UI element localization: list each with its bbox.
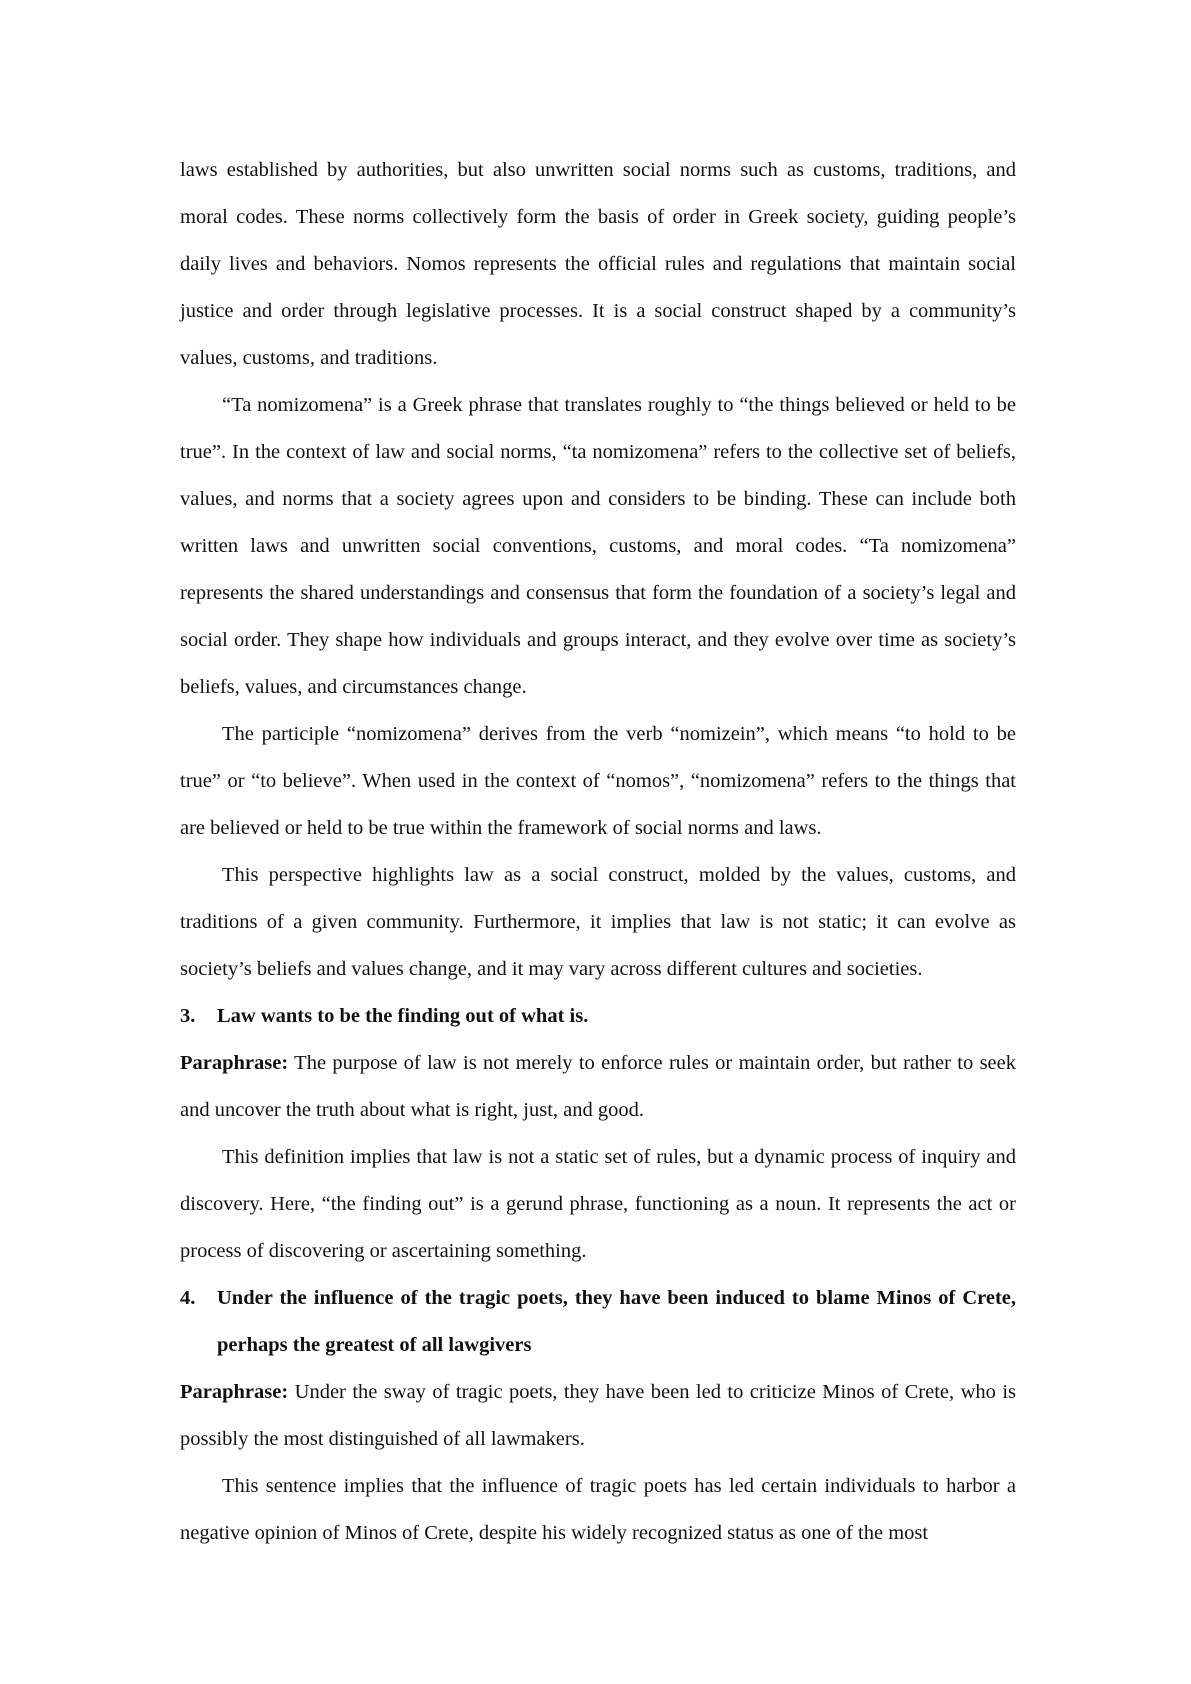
section-4-body: This sentence implies that the influence of tragic poets has led certain individuals to harbor a negative opinion of Minos of Crete, despite his widely recognized status as one of the most <box>180 1475 1016 1544</box>
paragraph-nomos-definition: laws established by authorities, but also unwritten social norms such as customs, traditions, and moral codes. These norms collectively form the basis of order in Greek society, guiding people’s daily lives and behaviors. Nomos represents the official rules and regulations that maintain social justice and order through legislative processes. It is a social construct shaped by a community’s values, customs, and traditions. <box>180 159 1016 369</box>
paragraph-ta-nomizomena: “Ta nomizomena” is a Greek phrase that translates roughly to “the things believed or held to be true”. In the context of law and social norms, “ta nomizomena” refers to the collective set of beliefs, values, and norms that a society agrees upon and considers to be binding. These can include both written laws and unwritten social conventions, customs, and moral codes. “Ta nomizomena” represents the shared understandings and consensus that form the foundation of a society’s legal and social order. They shape how individuals and groups interact, and they evolve over time as society’s beliefs, values, and circumstances change. <box>180 394 1016 698</box>
section-3-title: Law wants to be the finding out of what is. <box>217 1005 589 1027</box>
section-3-paraphrase <box>180 1040 1016 1134</box>
section-4-heading <box>180 1275 1016 1369</box>
document-page <box>180 147 1016 1557</box>
section-4-number: 4. <box>180 1287 196 1309</box>
section-4-paraphrase <box>180 1369 1016 1463</box>
section-3-heading <box>180 993 1016 1040</box>
paragraph-social-construct: This perspective highlights law as a social construct, molded by the values, customs, and traditions of a given community. Furthermore, it implies that law is not static; it can evolve as society’s beliefs and values change, and it may vary across different cultures and societies. <box>180 864 1016 980</box>
section-4-paraphrase-label: Paraphrase: <box>180 1381 289 1403</box>
section-3-paraphrase-text: The purpose of law is not merely to enforce rules or maintain order, but rather to seek and uncover the truth about what is right, just, and good. <box>180 1052 1016 1121</box>
section-4-title: Under the influence of the tragic poets, they have been induced to blame Minos of Crete, perhaps the greatest of all lawgivers <box>217 1287 1016 1356</box>
section-3-body: This definition implies that law is not a static set of rules, but a dynamic process of inquiry and discovery. Here, “the finding out” is a gerund phrase, functioning as a noun. It represents the act or process of discovering or ascertaining something. <box>180 1146 1016 1262</box>
section-3-paraphrase-label: Paraphrase: <box>180 1052 289 1074</box>
section-4-paraphrase-text: Under the sway of tragic poets, they have been led to criticize Minos of Crete, who is possibly the most distinguished of all lawmakers. <box>180 1381 1016 1450</box>
paragraph-participle-nomizomena: The participle “nomizomena” derives from the verb “nomizein”, which means “to hold to be true” or “to believe”. When used in the context of “nomos”, “nomizomena” refers to the things that are believed or held to be true within the framework of social norms and laws. <box>180 723 1016 839</box>
section-3-number: 3. <box>180 1005 196 1027</box>
